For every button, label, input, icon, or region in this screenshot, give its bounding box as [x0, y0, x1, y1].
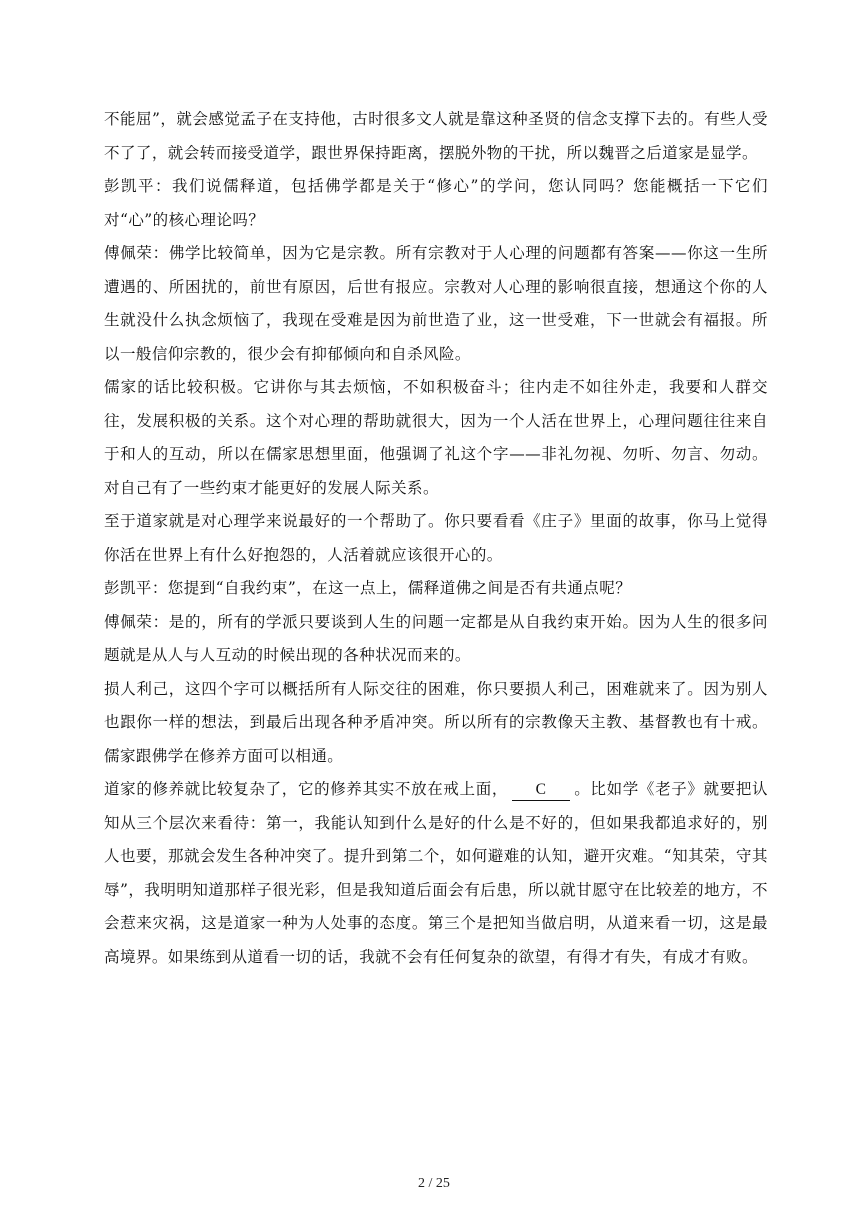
paragraph-2: 彭凯平：我们说儒释道，包括佛学都是关于“修心”的学问，您认同吗？您能概括一下它们对“心”的核心理论吗？: [104, 177, 768, 229]
document-body: [104, 103, 768, 974]
paragraph-5: 至于道家就是对心理学来说最好的一个帮助了。你只要看看《庄子》里面的故事，你马上觉得你活在世界上有什么好抱怨的，人活着就应该很开心的。: [104, 512, 768, 564]
paragraph-9: [104, 773, 768, 974]
paragraph-7: 傅佩荣：是的，所有的学派只要谈到人生的问题一定都是从自我约束开始。因为人生的很多问题就是从人与人互动的时候出现的各种状况而来的。: [104, 612, 768, 664]
paragraph-1: 不能屈”，就会感觉孟子在支持他，古时很多文人就是靠这种圣贤的信念支撑下去的。有些人受不了了，就会转而接受道学，跟世界保持距离，摆脱外物的干扰，所以魏晋之后道家是显学。: [104, 110, 768, 162]
paragraph-6: 彭凯平：您提到“自我约束”，在这一点上，儒释道佛之间是否有共通点呢？: [104, 579, 632, 597]
paragraph-4: 儒家的话比较积极。它讲你与其去烦恼，不如积极奋斗；往内走不如往外走，我要和人群交往，发展积极的关系。这个对心理的帮助就很大，因为一个人活在世界上，心理问题往往来自于和人的互动，所以在儒家思想里面，他强调了礼这个字——非礼勿视、勿听、勿言、勿动。对自己有了一些约束才能更好的发展人际关系。: [104, 378, 768, 497]
page-number: 2 / 25: [418, 1176, 450, 1191]
paragraph-3: 傅佩荣：佛学比较简单，因为它是宗教。所有宗教对于人心理的问题都有答案——你这一生所遭遇的、所困扰的，前世有原因，后世有报应。宗教对人心理的影响很直接，想通这个你的人生就没什么执念烦恼了，我现在受难是因为前世造了业，这一世受难，下一世就会有福报。所以一般信仰宗教的，很少会有抑郁倾向和自杀风险。: [104, 244, 768, 363]
fill-in-blank-answer: C: [512, 780, 570, 801]
paragraph-8: 损人利己，这四个字可以概括所有人际交往的困难，你只要损人利己，困难就来了。因为别人也跟你一样的想法，到最后出现各种矛盾冲突。所以所有的宗教像天主教、基督教也有十戒。儒家跟佛学在修养方面可以相通。: [104, 679, 768, 765]
paragraph-9-end: 。比如学《老子》就要把认知从三个层次来看待：第一，我能认知到什么是好的什么是不好的，但如果我都追求好的，别人也要，那就会发生各种冲突了。提升到第二个，如何避难的认知，避开灾难。“知其荣，守其辱”，我明明知道那样子很光彩，但是我知道后面会有后患，所以就甘愿守在比较差的地方，不会惹来灾祸，这是道家一种为人处事的态度。第三个是把知当做启明，从道来看一切，这是最高境界。如果练到从道看一切的话，我就不会有任何复杂的欲望，有得才有失，有成才有败。: [104, 780, 768, 966]
paragraph-9-start: 道家的修养就比较复杂了，它的修养其实不放在戒上面，: [104, 780, 509, 798]
